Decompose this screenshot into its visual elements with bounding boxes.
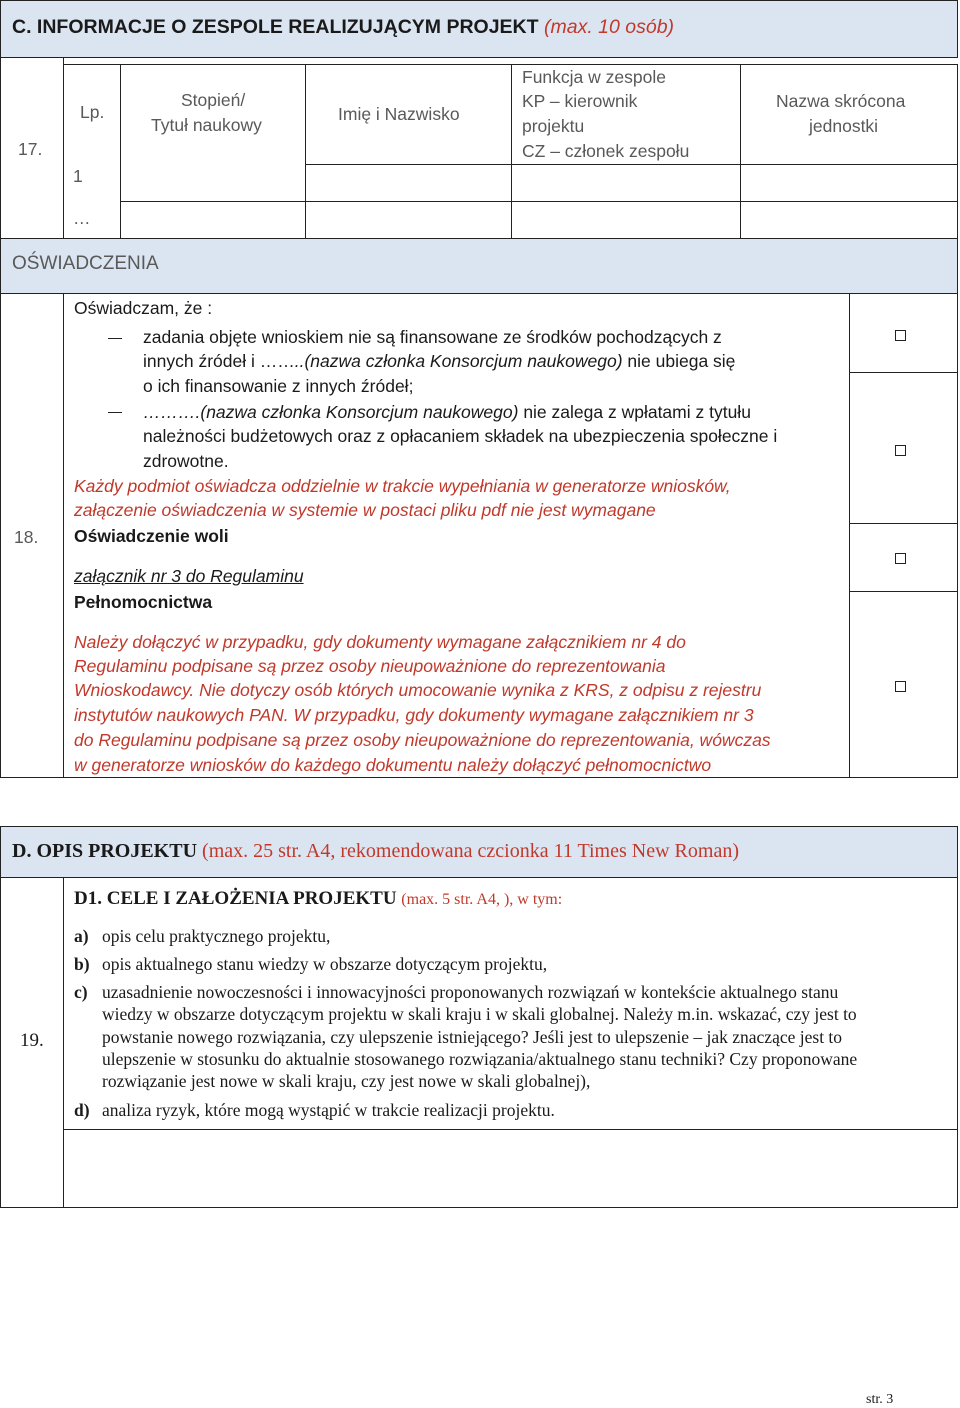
item1-line1: zadania objęte wnioskiem nie są finansowane ze środków pochodzących z bbox=[143, 327, 722, 347]
section-d-limit: (max. 25 str. A4, rekomendowana czcionka 11 Times New Roman) bbox=[202, 840, 739, 862]
item-a-marker: a) bbox=[74, 926, 89, 946]
statement-intro: Oświadczam, że : bbox=[74, 298, 213, 318]
col-funkcja-3: projektu bbox=[522, 116, 585, 136]
pel-line6: w generatorze wniosków do każdego dokumentu należy dołączyć pełnomocnictwo bbox=[74, 755, 712, 775]
col-lp: Lp. bbox=[80, 102, 105, 122]
checkbox-oswiadczenie-woli[interactable] bbox=[895, 553, 906, 564]
note-line2: załączenie oświadczenia w systemie w postaci pliku pdf nie jest wymagane bbox=[74, 500, 656, 520]
checkbox-column bbox=[849, 293, 958, 778]
checkbox-oswiadczenie-2[interactable] bbox=[895, 445, 906, 456]
col-tytul: Tytuł naukowy bbox=[151, 115, 262, 135]
col-imie-nazwisko: Imię i Nazwisko bbox=[338, 104, 460, 124]
pel-line2: Regulaminu podpisane są przez osoby nieupoważnione do reprezentowania bbox=[74, 656, 666, 676]
item-a-text: opis celu praktycznego projektu, bbox=[102, 926, 331, 946]
bullet-dash-2 bbox=[108, 412, 122, 413]
col-funkcja-1: Funkcja w zespole bbox=[522, 67, 666, 87]
col-nazwa-2: jednostki bbox=[809, 116, 879, 136]
pel-line3: Wnioskodawcy. Nie dotyczy osób których umocowanie wynika z KRS, z odpisu z rejestru bbox=[74, 680, 762, 700]
row-18-number: 18. bbox=[14, 527, 39, 547]
d1-title-row bbox=[74, 888, 562, 910]
section-d-title: D. OPIS PROJEKTU bbox=[12, 840, 198, 862]
note-line1: Każdy podmiot oświadcza oddzielnie w trakcie wypełniania w generatorze wniosków, bbox=[74, 476, 731, 496]
page-number: str. 3 bbox=[866, 1392, 894, 1407]
row-17-number: 17. bbox=[18, 139, 43, 159]
item2-line1: ……….(nazwa członka Konsorcjum naukowego) nie zalega z wpłatami z tytułu bbox=[143, 402, 751, 422]
team-row-1-lp: 1 bbox=[73, 166, 83, 186]
pel-line1: Należy dołączyć w przypadku, gdy dokumenty wymagane załącznikiem nr 4 do bbox=[74, 632, 686, 652]
pelnomocnictwa-title: Pełnomocnictwa bbox=[74, 592, 213, 612]
checkbox-pelnomocnictwa[interactable] bbox=[895, 681, 906, 692]
item-d-marker: d) bbox=[74, 1100, 90, 1120]
checkbox-oswiadczenie-1[interactable] bbox=[895, 330, 906, 341]
pel-line5: do Regulaminu podpisane są przez osoby nieupoważnione do reprezentowania, wówczas bbox=[74, 730, 771, 750]
col-nazwa-1: Nazwa skrócona bbox=[776, 91, 906, 111]
pel-line4: instytutów naukowych PAN. W przypadku, gdy dokumenty wymagane załącznikiem nr 3 bbox=[74, 705, 754, 725]
item-c-line5: rozwiązanie jest nowe w skali kraju, czy jest nowe w skali globalnej), bbox=[102, 1071, 591, 1091]
row-19-number: 19. bbox=[20, 1030, 44, 1051]
zalacznik-3-link[interactable]: załącznik nr 3 do Regulaminu bbox=[74, 566, 304, 586]
d1-title: D1. CELE I ZAŁOŻENIA PROJEKTU bbox=[74, 888, 397, 909]
team-row-2-lp: … bbox=[73, 208, 91, 228]
item1-line2: innych źródeł i ……..(nazwa członka Konsorcjum naukowego) nie ubiega się bbox=[143, 351, 736, 371]
item-c-line1: uzasadnienie nowoczesności i innowacyjności proponowanych rozwiązań w kontekście aktualnego stanu bbox=[102, 982, 839, 1002]
col-funkcja-2: KP – kierownik bbox=[522, 91, 638, 111]
oswiadczenie-woli-title: Oświadczenie woli bbox=[74, 526, 229, 546]
section-c-title: C. INFORMACJE O ZESPOLE REALIZUJĄCYM PROJEKT bbox=[12, 16, 539, 38]
section-c-title-row bbox=[12, 16, 674, 39]
col-stopien: Stopień/ bbox=[181, 90, 246, 110]
section-c-limit: (max. 10 osób) bbox=[543, 16, 675, 38]
oswiadczenia-title: OŚWIADCZENIA bbox=[12, 253, 159, 274]
item-c-line3: powstanie nowego rozwiązania, czy ulepszenie istniejącego? Jeśli jest to ulepszenie – jak znaczące jest to bbox=[102, 1027, 843, 1047]
item2-line3: zdrowotne. bbox=[143, 451, 229, 471]
d1-limit: (max. 5 str. A4, ), w tym: bbox=[401, 891, 563, 908]
bullet-dash-1 bbox=[108, 338, 122, 339]
item-c-line4: ulepszenie w stosunku do aktualnie stosowanego rozwiązania/aktualnego stanu techniki? Czy proponowane bbox=[102, 1049, 858, 1069]
item-b-text: opis aktualnego stanu wiedzy w obszarze dotyczącym projektu, bbox=[102, 954, 548, 974]
item-c-marker: c) bbox=[74, 982, 88, 1002]
col-funkcja-4: CZ – członek zespołu bbox=[522, 141, 690, 161]
item-c-line2: wiedzy w obszarze dotyczącym projektu w skali kraju i w skali globalnej. Należy m.in. wskazać, czy jest to bbox=[102, 1004, 857, 1024]
item2-line2: należności budżetowych oraz z opłacaniem składek na ubezpieczenia społeczne i bbox=[143, 426, 778, 446]
item1-line3: o ich finansowanie z innych źródeł; bbox=[143, 376, 414, 396]
item-d-text: analiza ryzyk, które mogą wystąpić w trakcie realizacji projektu. bbox=[102, 1100, 555, 1120]
item-b-marker: b) bbox=[74, 954, 90, 974]
section-d-title-row bbox=[12, 840, 739, 863]
